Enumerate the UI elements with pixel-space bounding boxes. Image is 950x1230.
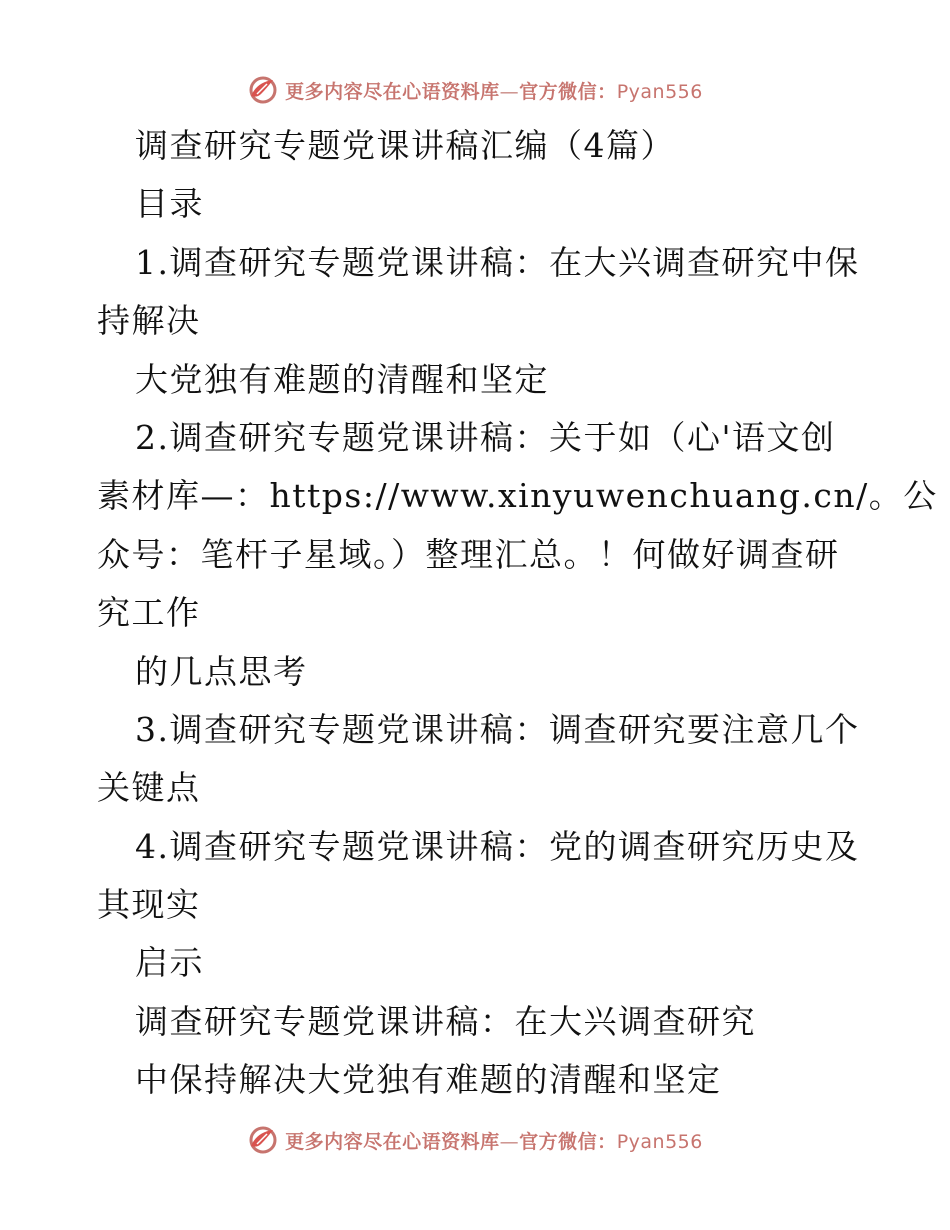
toc-item-2-cont-2: 众号：笔杆子星域。）整理汇总。！何做好调查研 <box>97 534 840 574</box>
document-body <box>97 117 938 1110</box>
toc-item-1: 1.调查研究专题党课讲稿：在大兴调查研究中保 <box>135 242 860 282</box>
banner-wechat-id: Pyan556 <box>616 1130 703 1153</box>
toc-item-1-subtitle: 大党独有难题的清醒和坚定 <box>135 359 549 399</box>
toc-item-3: 3.调查研究专题党课讲稿：调查研究要注意几个 <box>135 709 860 749</box>
header-watermark-banner <box>0 70 950 110</box>
banner-site-name: 更多内容尽在心语资料库 <box>285 1130 500 1153</box>
banner-separator: — <box>499 80 520 103</box>
banner-separator: — <box>499 1130 520 1153</box>
banner-site-name: 更多内容尽在心语资料库 <box>285 80 500 103</box>
toc-item-4-cont: 其现实 <box>97 885 201 925</box>
banner-wechat-id: Pyan556 <box>616 80 703 103</box>
banner-wechat-label: 官方微信： <box>519 80 617 103</box>
section-heading-1: 调查研究专题党课讲稿：在大兴调查研究 <box>135 1001 756 1041</box>
document-title: 调查研究专题党课讲稿汇编（4篇） <box>135 126 675 165</box>
toc-item-2-subtitle: 的几点思考 <box>135 651 308 691</box>
footer-watermark-banner <box>0 1120 950 1160</box>
toc-item-1-cont: 持解决 <box>97 301 201 341</box>
banner-wechat-label: 官方微信： <box>519 1130 617 1153</box>
banner-text <box>285 1127 703 1154</box>
toc-item-4: 4.调查研究专题党课讲稿：党的调查研究历史及 <box>135 826 860 866</box>
toc-item-2-cont-3: 究工作 <box>97 593 201 633</box>
toc-heading: 目录 <box>135 184 204 224</box>
toc-item-4-subtitle: 启示 <box>135 943 204 983</box>
pen-nib-logo-icon <box>247 74 279 106</box>
pen-nib-logo-icon <box>247 1124 279 1156</box>
toc-item-3-cont: 关键点 <box>97 768 201 808</box>
toc-item-2-cont-1: 素材库—：https://www.xinyuwenchuang.cn/。公 <box>97 476 938 516</box>
section-heading-1-cont: 中保持解决大党独有难题的清醒和坚定 <box>135 1060 722 1100</box>
banner-text <box>285 77 703 104</box>
toc-item-2: 2.调查研究专题党课讲稿：关于如（心'语文创 <box>135 417 836 457</box>
